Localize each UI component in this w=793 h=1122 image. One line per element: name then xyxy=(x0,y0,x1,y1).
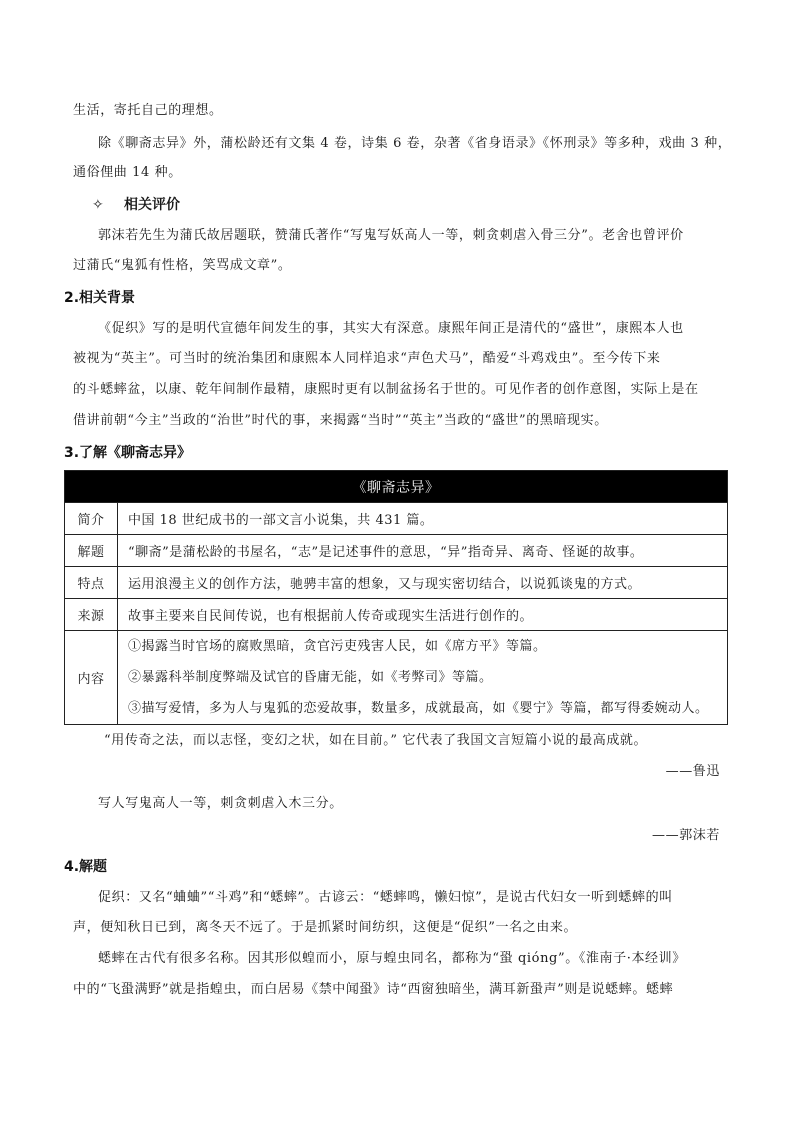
row-value: 中国 18 世纪成书的一部文言小说集，共 431 篇。 xyxy=(118,503,728,535)
background-line-2: 被视为“英主”。可当时的统治集团和康熙本人同样追求“声色犬马”，酷爱“斗鸡戏虫”。至今传下来 xyxy=(73,351,661,366)
title-explain-line-3: 蟋蟀在古代有很多名称。因其形似蝗而小，原与蝗虫同名，都称为“蛩 qióng”。《淮南子·本经训》 xyxy=(98,951,686,966)
row-label: 解题 xyxy=(65,535,118,567)
understand-heading: 3.了解《聊斋志异》 xyxy=(64,445,192,461)
content-list xyxy=(118,631,728,725)
table-row xyxy=(65,599,728,631)
table-row xyxy=(65,567,728,599)
lu-xun-quote: “用传奇之法，而以志怪，变幻之状，如在目前。” 它代表了我国文言短篇小说的最高成就。 xyxy=(104,733,648,748)
row-label: 来源 xyxy=(65,599,118,631)
evaluation-heading xyxy=(92,196,180,214)
table-row-content xyxy=(65,631,728,725)
row-value: 故事主要来自民间传说，也有根据前人传奇或现实生活进行创作的。 xyxy=(118,599,728,631)
row-value: “聊斋”是蒲松龄的书屋名，“志”是记述事件的意思，“异”指奇异、离奇、怪诞的故事。 xyxy=(118,535,728,567)
table-row xyxy=(65,535,728,567)
content-item: ①揭露当时官场的腐败黑暗，贪官污吏残害人民，如《席方平》等篇。 xyxy=(128,639,547,654)
title-explain-heading: 4.解题 xyxy=(64,859,108,875)
content-item: ③描写爱情，多为人与鬼狐的恋爱故事，数量多，成就最高，如《婴宁》等篇，都写得委婉动人。 xyxy=(128,701,709,716)
table-title: 《聊斋志异》 xyxy=(65,471,728,503)
lu-xun-attribution: ——鲁迅 xyxy=(665,764,720,779)
guo-moruo-attribution: ——郭沫若 xyxy=(652,828,720,843)
liaozhai-info-table xyxy=(64,470,728,725)
intro-line-1: 生活，寄托自己的理想。 xyxy=(73,103,223,118)
guo-moruo-quote: 写人写鬼高人一等，刺贪刺虐入木三分。 xyxy=(98,796,343,811)
title-explain-line-2: 声，便知秋日已到，离冬天不远了。于是抓紧时间纺织，这便是“促织”一名之由来。 xyxy=(73,920,578,935)
title-explain-line-4: 中的“飞蛩满野”就是指蝗虫，而白居易《禁中闻蛩》诗“西窗独暗坐，满耳新蛩声”则是说蟋蟀。蟋蟀 xyxy=(73,982,674,997)
background-line-3: 的斗蟋蟀盆，以康、乾年间制作最精，康熙时更有以制盆扬名于世的。可见作者的创作意图，实际上是在 xyxy=(73,382,699,397)
title-explain-line-1: 促织：又名“蛐蛐”“斗鸡”和“蟋蟀”。古谚云：“蟋蟀鸣，懒妇惊”，是说古代妇女一听到蟋蟀的叫 xyxy=(98,890,673,905)
row-label: 特点 xyxy=(65,567,118,599)
row-value: 运用浪漫主义的创作方法，驰骋丰富的想象，又与现实密切结合，以说狐谈鬼的方式。 xyxy=(118,567,728,599)
works-line-1: 除《聊斋志异》外，蒲松龄还有文集 4 卷，诗集 6 卷，杂著《省身语录》《怀刑录》等多种，戏曲 3 种， xyxy=(98,136,732,151)
evaluation-line-1: 郭沫若先生为蒲氏故居题联，赞蒲氏著作“写鬼写妖高人一等，刺贪刺虐入骨三分”。老舍也曾评价 xyxy=(98,228,684,243)
works-line-2: 通俗俚曲 14 种。 xyxy=(73,165,182,180)
row-label: 内容 xyxy=(65,631,118,725)
evaluation-title: 相关评价 xyxy=(124,197,180,213)
background-line-1: 《促织》写的是明代宣德年间发生的事，其实大有深意。康熙年间正是清代的“盛世”，康熙本人也 xyxy=(98,321,684,336)
diamond-bullet-icon: ✧ xyxy=(92,197,104,213)
row-label: 简介 xyxy=(65,503,118,535)
background-line-4: 借讲前朝“今主”当政的“治世”时代的事，来揭露“当时”“英主”当政的“盛世”的黑暗现实。 xyxy=(73,413,608,428)
table-row xyxy=(65,503,728,535)
content-item: ②暴露科举制度弊端及试官的昏庸无能，如《考弊司》等篇。 xyxy=(128,670,493,685)
evaluation-line-2: 过蒲氏“鬼狐有性格，笑骂成文章”。 xyxy=(73,258,292,273)
background-heading: 2.相关背景 xyxy=(64,290,136,306)
